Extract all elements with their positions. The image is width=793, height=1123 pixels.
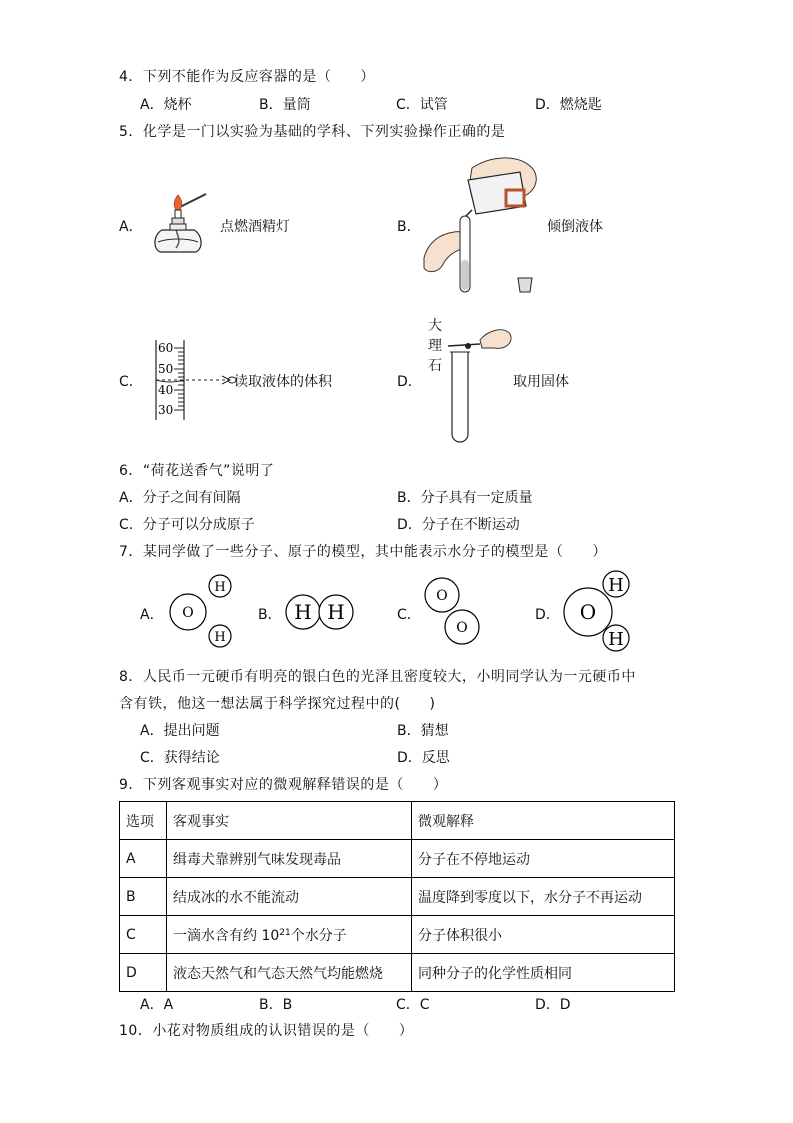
q7-a-hydrogen-2: H — [214, 630, 226, 645]
q8-option-a: A．提出问题 — [140, 723, 220, 739]
q10-stem: 10．小花对物质组成的认识错误的是（ ） — [119, 1023, 414, 1039]
marble-label-char-2: 理 — [428, 338, 442, 354]
table-row — [120, 878, 675, 916]
q9-row-d-fact: 液态天然气和气态天然气均能燃烧 — [167, 954, 412, 992]
q4-option-a: A．烧杯 — [140, 97, 192, 113]
q5-b-caption: 倾倒液体 — [547, 219, 603, 235]
q9-option-b: B．B — [259, 997, 293, 1013]
cylinder-tick-40: 40 — [158, 383, 174, 397]
q9-option-d: D．D — [535, 997, 571, 1013]
q9-header-fact: 客观事实 — [167, 802, 412, 840]
q8-option-b: B．猜想 — [397, 723, 449, 739]
q7-d-hydrogen-2: H — [608, 629, 624, 650]
q9-table-header-row — [120, 802, 675, 840]
graduated-cylinder-reading-icon — [150, 336, 238, 422]
q4-option-b: B．量筒 — [259, 97, 311, 113]
q5-d-side-label — [428, 316, 442, 376]
q8-option-d: D．反思 — [397, 750, 450, 766]
q9-row-a-option: A — [120, 840, 167, 878]
q9-row-c-fact-pre: 一滴水含有约 10 — [173, 927, 280, 944]
table-row — [120, 954, 675, 992]
q6-stem: 6．“荷花送香气”说明了 — [119, 463, 275, 479]
q9-row-b-explain: 温度降到零度以下，水分子不再运动 — [412, 878, 675, 916]
q9-row-a-explain: 分子在不停地运动 — [412, 840, 675, 878]
marble-label-char-1: 大 — [428, 318, 442, 334]
q6-option-d: D．分子在不断运动 — [397, 517, 520, 533]
q9-option-c: C．C — [396, 997, 430, 1013]
q7-d-oxygen: O — [579, 600, 597, 624]
q4-option-d: D．燃烧匙 — [535, 97, 602, 113]
q5-d-letter: D． — [397, 374, 422, 390]
q9-table — [119, 801, 675, 992]
q5-c-letter: C． — [119, 374, 143, 390]
q9-row-b-option: B — [120, 878, 167, 916]
q7-model-b — [284, 592, 356, 632]
q6-option-c: C．分子可以分成原子 — [119, 517, 255, 533]
q9-row-c-fact-post: 个水分子 — [290, 927, 347, 944]
q7-b-hydrogen-1: H — [294, 600, 312, 624]
q9-header-option: 选项 — [120, 802, 167, 840]
q9-row-c-explain: 分子体积很小 — [412, 916, 675, 954]
table-row — [120, 840, 675, 878]
q9-row-c-fact-exponent: 21 — [279, 927, 291, 938]
q7-b-hydrogen-2: H — [327, 600, 345, 624]
q9-row-c-fact — [167, 916, 412, 954]
q9-option-a: A．A — [140, 997, 174, 1013]
alcohol-lamp-lighting-icon — [148, 190, 210, 260]
q5-stem: 5．化学是一门以实验为基础的学科、下列实验操作正确的是 — [119, 124, 506, 140]
q9-row-d-option: D — [120, 954, 167, 992]
q7-model-a — [164, 572, 240, 650]
q6-option-a: A．分子之间有间隔 — [119, 490, 241, 506]
q6-option-b: B．分子具有一定质量 — [397, 490, 533, 506]
pour-liquid-icon — [420, 150, 545, 298]
q9-header-explain: 微观解释 — [412, 802, 675, 840]
q7-c-letter: C． — [397, 607, 421, 623]
marble-label-char-3: 石 — [428, 358, 442, 374]
q9-row-a-fact: 缉毒犬靠辨别气味发现毒品 — [167, 840, 412, 878]
q4-stem: 4．下列不能作为反应容器的是（ ） — [119, 69, 375, 85]
q7-a-hydrogen-1: H — [214, 580, 226, 595]
q5-a-caption: 点燃酒精灯 — [220, 219, 290, 235]
q7-a-oxygen: O — [182, 605, 194, 621]
q7-c-oxygen-1: O — [436, 588, 448, 604]
q5-c-caption: 读取液体的体积 — [234, 374, 332, 390]
q9-row-b-fact: 结成冰的水不能流动 — [167, 878, 412, 916]
q7-c-oxygen-2: O — [456, 620, 468, 636]
q7-d-hydrogen-1: H — [608, 575, 624, 596]
q7-model-c — [420, 575, 484, 647]
q9-row-d-explain: 同种分子的化学性质相同 — [412, 954, 675, 992]
q8-option-c: C．获得结论 — [140, 750, 220, 766]
cylinder-tick-60: 60 — [158, 341, 174, 355]
q8-stem-line1: 8．人民币一元硬币有明亮的银白色的光泽且密度较大，小明同学认为一元硬币中 — [119, 669, 636, 685]
take-solid-icon — [444, 322, 516, 444]
q8-stem-line2: 含有铁，他这一想法属于科学探究过程中的( ) — [119, 696, 436, 712]
cylinder-tick-30: 30 — [158, 403, 174, 417]
q7-model-d — [560, 570, 636, 654]
q7-b-letter: B． — [258, 607, 282, 623]
table-row — [120, 916, 675, 954]
q5-a-letter: A． — [119, 219, 143, 235]
q7-d-letter: D． — [535, 607, 560, 623]
q5-d-caption: 取用固体 — [513, 374, 569, 390]
q9-row-c-option: C — [120, 916, 167, 954]
q9-stem: 9．下列客观事实对应的微观解释错误的是（ ） — [119, 777, 448, 793]
q7-stem: 7．某同学做了一些分子、原子的模型，其中能表示水分子的模型是（ ） — [119, 544, 607, 560]
q4-option-c: C．试管 — [396, 97, 448, 113]
q5-b-letter: B． — [397, 219, 421, 235]
cylinder-tick-50: 50 — [158, 362, 174, 376]
q7-a-letter: A． — [140, 607, 164, 623]
